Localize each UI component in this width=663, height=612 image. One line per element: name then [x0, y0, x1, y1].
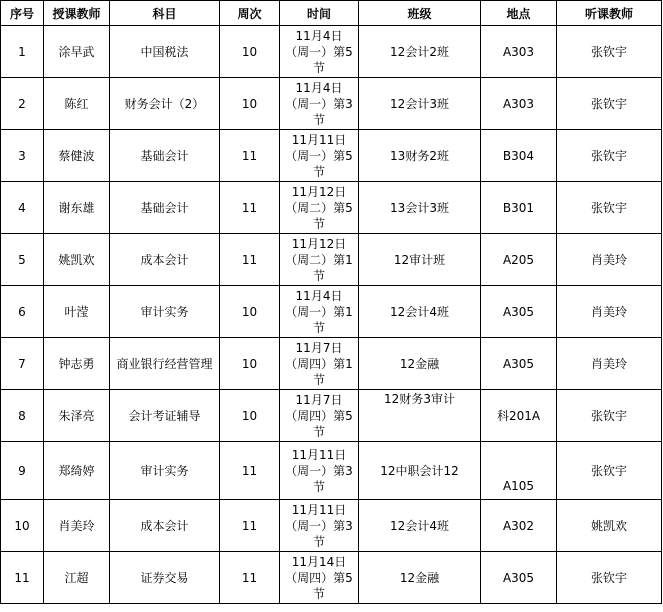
cell-no: 10: [1, 500, 44, 552]
cell-observer: 肖美玲: [557, 234, 662, 286]
time-suffix: 节: [312, 60, 325, 75]
cell-week: 11: [220, 442, 280, 500]
time-suffix: 节: [312, 586, 325, 601]
table-row: [1, 390, 662, 442]
cell-no: 4: [1, 182, 44, 234]
cell-teacher: 陈红: [44, 78, 110, 130]
cell-week: 11: [220, 552, 280, 604]
cell-teacher: 蔡健波: [44, 130, 110, 182]
time-suffix: 节: [312, 112, 325, 127]
cell-time: [280, 78, 359, 130]
cell-subject: 审计实务: [110, 286, 220, 338]
time-day-period: （周一）第5: [285, 44, 353, 59]
cell-class: 12会计4班: [359, 286, 481, 338]
time-date: 11月4日: [295, 288, 343, 303]
cell-week: 10: [220, 26, 280, 78]
table-row: [1, 182, 662, 234]
cell-no: 11: [1, 552, 44, 604]
time-day-period: （周一）第3: [285, 96, 353, 111]
time-suffix: 节: [312, 320, 325, 335]
cell-no: 8: [1, 390, 44, 442]
cell-week: 11: [220, 182, 280, 234]
cell-observer: 肖美玲: [557, 286, 662, 338]
cell-teacher: 朱泽亮: [44, 390, 110, 442]
cell-subject: 基础会计: [110, 182, 220, 234]
table-row: [1, 234, 662, 286]
cell-observer: 张钦宇: [557, 552, 662, 604]
cell-observer: 姚凯欢: [557, 500, 662, 552]
cell-time: [280, 130, 359, 182]
cell-place: A305: [481, 552, 557, 604]
cell-place: A303: [481, 26, 557, 78]
cell-week: 11: [220, 500, 280, 552]
cell-time: [280, 182, 359, 234]
cell-teacher: 郑绮婷: [44, 442, 110, 500]
time-day-period: （周二）第1: [285, 252, 353, 267]
header-row: [1, 1, 662, 26]
cell-class: 12金融: [359, 552, 481, 604]
cell-class: 12金融: [359, 338, 481, 390]
cell-place: A205: [481, 234, 557, 286]
cell-class: 12财务3审计: [359, 390, 481, 442]
cell-teacher: 钟志勇: [44, 338, 110, 390]
table-row: [1, 78, 662, 130]
cell-teacher: 肖美玲: [44, 500, 110, 552]
cell-subject: 商业银行经营管理: [110, 338, 220, 390]
header-class: 班级: [359, 1, 481, 26]
cell-time: [280, 26, 359, 78]
header-subject: 科目: [110, 1, 220, 26]
time-suffix: 节: [312, 372, 325, 387]
time-date: 11月14日: [291, 554, 347, 569]
cell-class: 12会计3班: [359, 78, 481, 130]
cell-observer: 张钦宇: [557, 442, 662, 500]
cell-subject: 成本会计: [110, 234, 220, 286]
cell-observer: 张钦宇: [557, 390, 662, 442]
cell-subject: 证券交易: [110, 552, 220, 604]
time-day-period: （周一）第1: [285, 304, 353, 319]
table-row: [1, 26, 662, 78]
time-day-period: （周四）第1: [285, 356, 353, 371]
cell-place: A105: [481, 442, 557, 500]
time-date: 11月4日: [295, 28, 343, 43]
cell-place: A302: [481, 500, 557, 552]
cell-place: 科201A: [481, 390, 557, 442]
cell-place: A305: [481, 338, 557, 390]
time-date: 11月11日: [291, 132, 347, 147]
cell-teacher: 谢东雄: [44, 182, 110, 234]
time-suffix: 节: [312, 164, 325, 179]
cell-week: 10: [220, 338, 280, 390]
cell-teacher: 姚凯欢: [44, 234, 110, 286]
cell-observer: 张钦宇: [557, 130, 662, 182]
time-suffix: 节: [312, 534, 325, 549]
header-no: 序号: [1, 1, 44, 26]
cell-week: 11: [220, 234, 280, 286]
cell-no: 3: [1, 130, 44, 182]
cell-time: [280, 234, 359, 286]
cell-week: 10: [220, 390, 280, 442]
header-observer: 听课教师: [557, 1, 662, 26]
time-day-period: （周四）第5: [285, 570, 353, 585]
cell-time: [280, 338, 359, 390]
time-suffix: 节: [312, 479, 325, 494]
time-date: 11月11日: [291, 502, 347, 517]
cell-subject: 成本会计: [110, 500, 220, 552]
time-date: 11月11日: [291, 447, 347, 462]
table-row: [1, 130, 662, 182]
header-week: 周次: [220, 1, 280, 26]
time-date: 11月7日: [295, 392, 343, 407]
time-suffix: 节: [312, 216, 325, 231]
time-day-period: （周四）第5: [285, 408, 353, 423]
time-day-period: （周二）第5: [285, 200, 353, 215]
cell-observer: 张钦宇: [557, 182, 662, 234]
cell-class: 12会计2班: [359, 26, 481, 78]
cell-teacher: 江超: [44, 552, 110, 604]
time-date: 11月4日: [295, 80, 343, 95]
table-row: [1, 442, 662, 500]
cell-observer: 肖美玲: [557, 338, 662, 390]
cell-place: B304: [481, 130, 557, 182]
table-row: [1, 500, 662, 552]
header-teacher: 授课教师: [44, 1, 110, 26]
cell-no: 5: [1, 234, 44, 286]
cell-subject: 审计实务: [110, 442, 220, 500]
table-row: [1, 338, 662, 390]
cell-observer: 张钦宇: [557, 78, 662, 130]
cell-no: 9: [1, 442, 44, 500]
table-row: [1, 552, 662, 604]
time-day-period: （周一）第3: [285, 463, 353, 478]
header-place: 地点: [481, 1, 557, 26]
time-date: 11月12日: [291, 236, 347, 251]
cell-no: 6: [1, 286, 44, 338]
cell-place: B301: [481, 182, 557, 234]
header-time: 时间: [280, 1, 359, 26]
table-row: [1, 286, 662, 338]
cell-time: [280, 442, 359, 500]
cell-class: 13会计3班: [359, 182, 481, 234]
cell-teacher: 涂早武: [44, 26, 110, 78]
time-date: 11月7日: [295, 340, 343, 355]
time-suffix: 节: [312, 424, 325, 439]
time-day-period: （周一）第5: [285, 148, 353, 163]
cell-no: 1: [1, 26, 44, 78]
cell-subject: 基础会计: [110, 130, 220, 182]
cell-teacher: 叶滢: [44, 286, 110, 338]
cell-subject: 会计考证辅导: [110, 390, 220, 442]
cell-no: 7: [1, 338, 44, 390]
cell-time: [280, 286, 359, 338]
cell-class: 12审计班: [359, 234, 481, 286]
cell-week: 10: [220, 78, 280, 130]
time-date: 11月12日: [291, 184, 347, 199]
cell-class: 13财务2班: [359, 130, 481, 182]
cell-no: 2: [1, 78, 44, 130]
time-suffix: 节: [312, 268, 325, 283]
cell-class: 12中职会计12: [359, 442, 481, 500]
cell-subject: 财务会计（2）: [110, 78, 220, 130]
cell-observer: 张钦宇: [557, 26, 662, 78]
cell-time: [280, 500, 359, 552]
cell-week: 11: [220, 130, 280, 182]
time-day-period: （周一）第3: [285, 518, 353, 533]
cell-class: 12会计4班: [359, 500, 481, 552]
cell-time: [280, 390, 359, 442]
cell-place: A305: [481, 286, 557, 338]
cell-week: 10: [220, 286, 280, 338]
cell-place: A303: [481, 78, 557, 130]
cell-time: [280, 552, 359, 604]
cell-subject: 中国税法: [110, 26, 220, 78]
